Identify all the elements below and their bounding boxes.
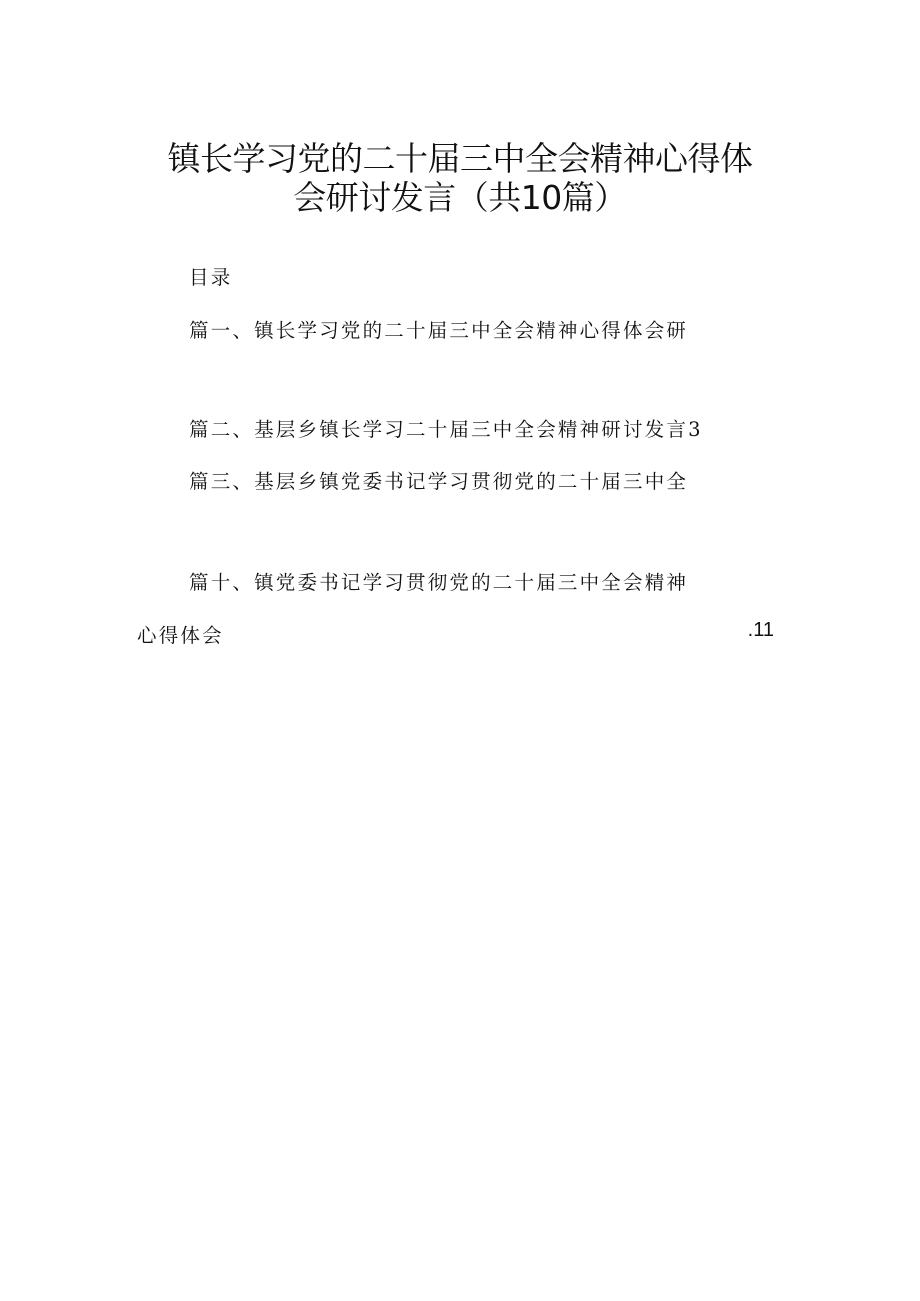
toc-entry-continuation[interactable]: 心得体会: [137, 624, 224, 647]
toc-entry[interactable]: 篇十、镇党委书记学习贯彻党的二十届三中全会精神: [189, 571, 689, 594]
toc-entry[interactable]: 篇一、镇长学习党的二十届三中全会精神心得体会研: [189, 319, 689, 342]
toc-entry[interactable]: 篇二、基层乡镇长学习二十届三中全会精神研讨发言3: [189, 418, 703, 441]
toc-entry[interactable]: 篇三、基层乡镇党委书记学习贯彻党的二十届三中全: [189, 470, 689, 493]
toc-page-number: .11: [747, 619, 774, 641]
document-title-line-2: 会研讨发言（共10篇）: [293, 178, 627, 217]
toc-heading: 目录: [189, 266, 233, 289]
document-title-line-1: 镇长学习党的二十届三中全会精神心得体: [167, 139, 753, 178]
